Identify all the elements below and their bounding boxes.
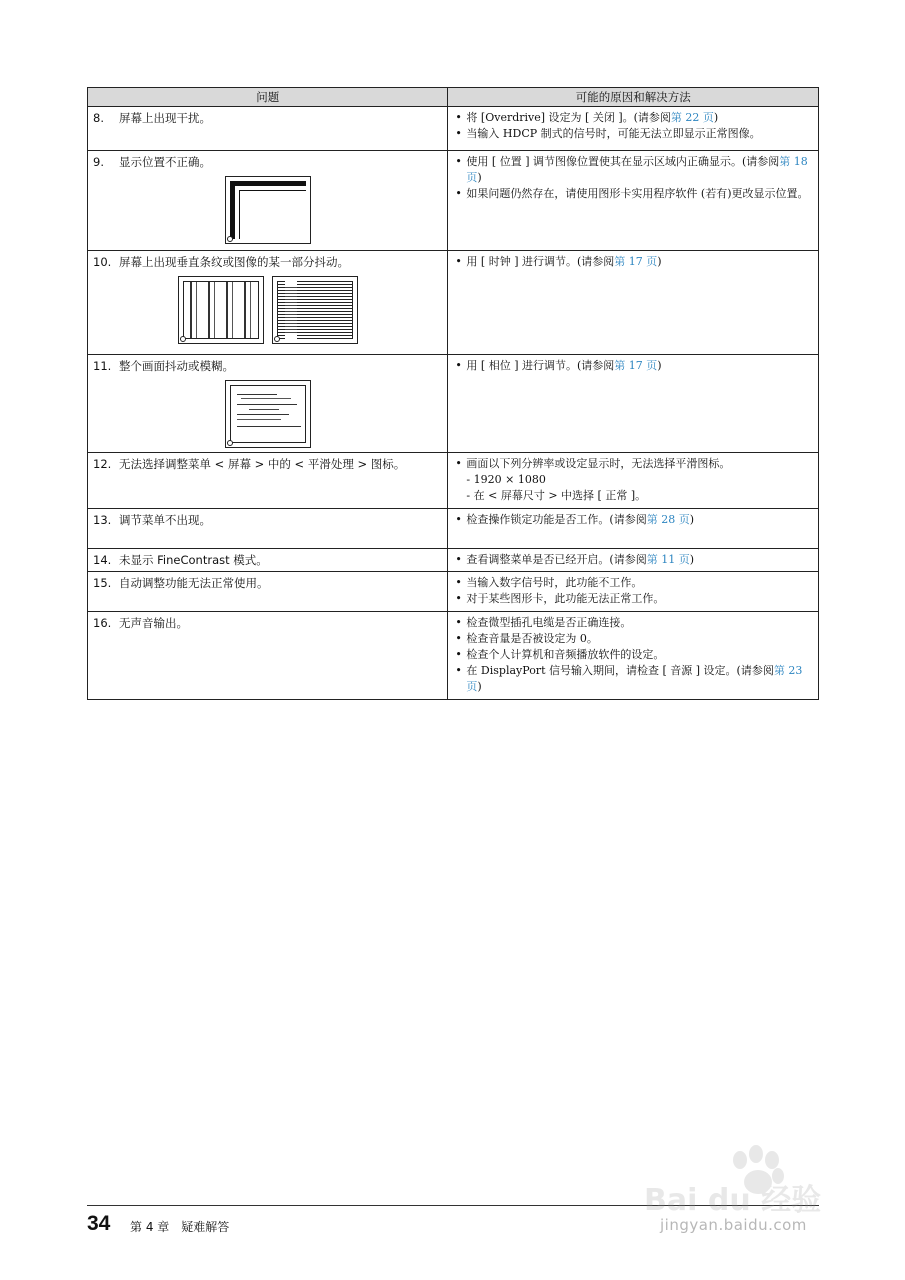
page-number: 34: [87, 1212, 111, 1235]
solution-item: [453, 154, 813, 186]
solution-item: [453, 647, 813, 663]
problem-number: 9.: [93, 155, 104, 169]
solution-text: 检查操作锁定功能是否工作。(请参阅: [466, 513, 647, 526]
solution-cell: [448, 355, 819, 453]
solution-text-end: ): [657, 359, 662, 372]
solution-text: 用 [ 相位 ] 进行调节。(请参阅: [466, 359, 615, 372]
solution-text: 检查微型插孔电缆是否正确连接。: [466, 616, 632, 629]
illustration: [93, 276, 442, 344]
solution-text-end: ): [477, 171, 482, 184]
solution-item: [453, 126, 813, 142]
table-row: [88, 509, 819, 549]
solution-cell: [448, 612, 819, 700]
solution-item: [453, 552, 813, 568]
solution-text: 当输入数字信号时，此功能不工作。: [466, 576, 643, 589]
solution-text-end: ): [713, 111, 719, 124]
table-row: [88, 151, 819, 251]
problem-cell: [88, 509, 448, 549]
problem-number: 16.: [93, 616, 112, 630]
page-link[interactable]: 第 28 页: [646, 513, 690, 526]
page-link[interactable]: 第 17 页: [614, 359, 658, 372]
solution-item: [453, 631, 813, 647]
solution-text-end: ): [689, 553, 695, 566]
solution-cell: [448, 453, 819, 509]
solution-item: [453, 254, 813, 270]
table-header-row: [88, 88, 819, 107]
watermark-text: jingyan.baidu.com: [660, 1216, 807, 1234]
header-solution: 可能的原因和解决方法: [448, 88, 819, 107]
solution-text: 将 [Overdrive] 设定为 [ 关闭 ]。(请参阅: [466, 111, 671, 124]
problem-cell: [88, 251, 448, 355]
solution-text: 使用 [ 位置 ] 调节图像位置使其在显示区域内正确显示。(请参阅: [466, 155, 780, 168]
solution-cell: [448, 572, 819, 612]
solution-text: 画面以下列分辨率或设定显示时，无法选择平滑图标。: [466, 457, 731, 470]
solution-text: 在 DisplayPort 信号输入期间，请检查 [ 音源 ] 设定。(请参阅: [466, 664, 774, 677]
table-row: [88, 549, 819, 572]
table-row: [88, 453, 819, 509]
solution-cell: [448, 151, 819, 251]
monitor-jitter-icon: [272, 276, 358, 344]
header-problem: 问题: [88, 88, 448, 107]
solution-text: 对于某些图形卡，此功能无法正常工作。: [466, 592, 665, 605]
problem-number: 11.: [93, 359, 112, 373]
problem-number: 8.: [93, 111, 104, 125]
solution-item: [453, 110, 813, 126]
problem-text: 未显示 FineContrast 模式。: [119, 553, 268, 567]
problem-text: 整个画面抖动或模糊。: [119, 359, 234, 373]
solution-cell: [448, 107, 819, 151]
solution-item: [453, 358, 813, 374]
troubleshooting-table: [87, 87, 819, 700]
problem-cell: [88, 453, 448, 509]
solution-text: 如果问题仍然存在，请使用图形卡实用程序软件 (若有)更改显示位置。: [466, 187, 809, 200]
table-row: [88, 355, 819, 453]
solution-text: 检查音量是否被设定为 0。: [466, 632, 598, 645]
illustration: [93, 380, 442, 448]
problem-text: 无法选择调整菜单 < 屏幕 > 中的 < 平滑处理 > 图标。: [119, 457, 406, 471]
solution-text-end: ): [657, 255, 662, 268]
problem-number: 15.: [93, 576, 112, 590]
problem-number: 12.: [93, 457, 112, 471]
problem-cell: [88, 549, 448, 572]
problem-cell: [88, 612, 448, 700]
table-row: [88, 251, 819, 355]
monitor-shifted-image-icon: [225, 176, 311, 244]
solution-item: [453, 186, 813, 202]
problem-text: 显示位置不正确。: [119, 155, 211, 169]
problem-text: 无声音输出。: [119, 616, 188, 630]
problem-number: 10.: [93, 255, 112, 269]
page-link[interactable]: 第 23 页: [466, 664, 803, 693]
problem-text: 调节菜单不出现。: [119, 513, 211, 527]
solution-item: [453, 456, 813, 504]
solution-subitem: - 在 < 屏幕尺寸 > 中选择 [ 正常 ]。: [466, 489, 647, 502]
problem-number: 14.: [93, 553, 112, 567]
problem-cell: [88, 107, 448, 151]
watermark-logo-text: Bai du 经验: [644, 1183, 822, 1218]
chapter-title: 第 4 章 疑难解答: [130, 1220, 230, 1234]
solution-text-end: ): [477, 680, 482, 693]
solution-subitem: - 1920 × 1080: [466, 473, 546, 486]
problem-cell: [88, 572, 448, 612]
solution-item: [453, 615, 813, 631]
solution-item: [453, 663, 813, 695]
problem-cell: [88, 151, 448, 251]
problem-cell: [88, 355, 448, 453]
solution-text: 查看调整菜单是否已经开启。(请参阅: [466, 553, 647, 566]
solution-cell: [448, 549, 819, 572]
monitor-vertical-stripes-icon: [178, 276, 264, 344]
illustration: [93, 176, 442, 244]
solution-item: [453, 591, 813, 607]
monitor-blurred-image-icon: [225, 380, 311, 448]
table-row: [88, 612, 819, 700]
solution-cell: [448, 251, 819, 355]
page-link[interactable]: 第 22 页: [670, 111, 714, 124]
table-row: [88, 107, 819, 151]
problem-text: 屏幕上出现干扰。: [119, 111, 211, 125]
page-link[interactable]: 第 18 页: [466, 155, 808, 184]
solution-text: 检查个人计算机和音频播放软件的设定。: [466, 648, 665, 661]
solution-item: [453, 575, 813, 591]
problem-number: 13.: [93, 513, 112, 527]
solution-text: 用 [ 时钟 ] 进行调节。(请参阅: [466, 255, 615, 268]
table-row: [88, 572, 819, 612]
solution-item: [453, 512, 813, 528]
solution-cell: [448, 509, 819, 549]
page-link[interactable]: 第 11 页: [646, 553, 690, 566]
page-link[interactable]: 第 17 页: [614, 255, 658, 268]
problem-text: 自动调整功能无法正常使用。: [119, 576, 269, 590]
solution-text: 当输入 HDCP 制式的信号时，可能无法立即显示正常图像。: [466, 127, 761, 140]
problem-text: 屏幕上出现垂直条纹或图像的某一部分抖动。: [119, 255, 349, 269]
solution-text-end: ): [689, 513, 695, 526]
